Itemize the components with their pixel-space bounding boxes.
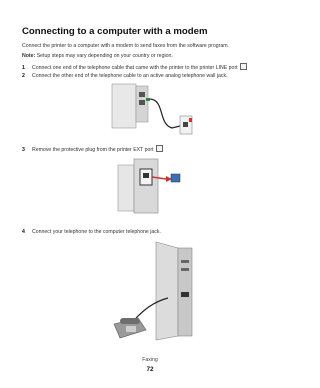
- computer-vent: [181, 260, 189, 263]
- step-number: 4: [22, 229, 25, 235]
- printer-body: [118, 165, 134, 211]
- ext-port: [143, 173, 149, 178]
- cable-plug: [146, 98, 150, 101]
- step-text: Remove the protective plug from the printer EXT port: [32, 147, 154, 153]
- ext-port: [139, 100, 145, 105]
- note-label: Note:: [22, 53, 36, 59]
- step-text: Connect the other end of the telephone cable to an active analog telephone wall jack.: [32, 73, 228, 79]
- printer-line-cable-wall-jack-illustration: [110, 82, 195, 140]
- telephone-keypad: [126, 326, 136, 332]
- printer-back-panel: [134, 159, 158, 213]
- step-text: Connect your telephone to the computer telephone jack.: [32, 229, 161, 235]
- telephone-cable: [150, 99, 180, 128]
- step-1: [22, 63, 247, 71]
- step-2: [22, 73, 228, 79]
- section-heading: Connecting to a computer with a modem: [22, 26, 208, 37]
- ext-port-plug-removal-illustration: [116, 157, 191, 217]
- note-text: Setup steps may vary depending on your country or region.: [35, 53, 173, 59]
- page-number: 72: [146, 366, 154, 373]
- computer-vent: [181, 268, 189, 271]
- telephone-to-computer-illustration: [108, 240, 196, 346]
- note-paragraph: [22, 53, 173, 59]
- printer-body: [112, 84, 136, 128]
- telephone-handset: [120, 318, 140, 324]
- step-number: 1: [22, 65, 25, 71]
- line-port-icon: [240, 63, 247, 70]
- computer-phone-jack: [181, 292, 189, 297]
- intro-paragraph: Connect the printer to a computer with a modem to send faxes from the software program.: [22, 43, 230, 49]
- footer-section-name: Faxing: [142, 357, 158, 363]
- computer-side: [156, 242, 178, 340]
- step-number: 3: [22, 147, 25, 153]
- ext-port-icon: [156, 145, 163, 152]
- step-number: 2: [22, 73, 25, 79]
- protective-plug: [171, 174, 180, 182]
- step-4: [22, 229, 161, 235]
- jack-indicator: [189, 118, 192, 122]
- step-text: Connect one end of the telephone cable that came with the printer to the printer LINE port: [32, 65, 238, 71]
- line-port: [139, 92, 145, 97]
- step-3: [22, 145, 163, 153]
- wall-jack-socket: [183, 122, 188, 127]
